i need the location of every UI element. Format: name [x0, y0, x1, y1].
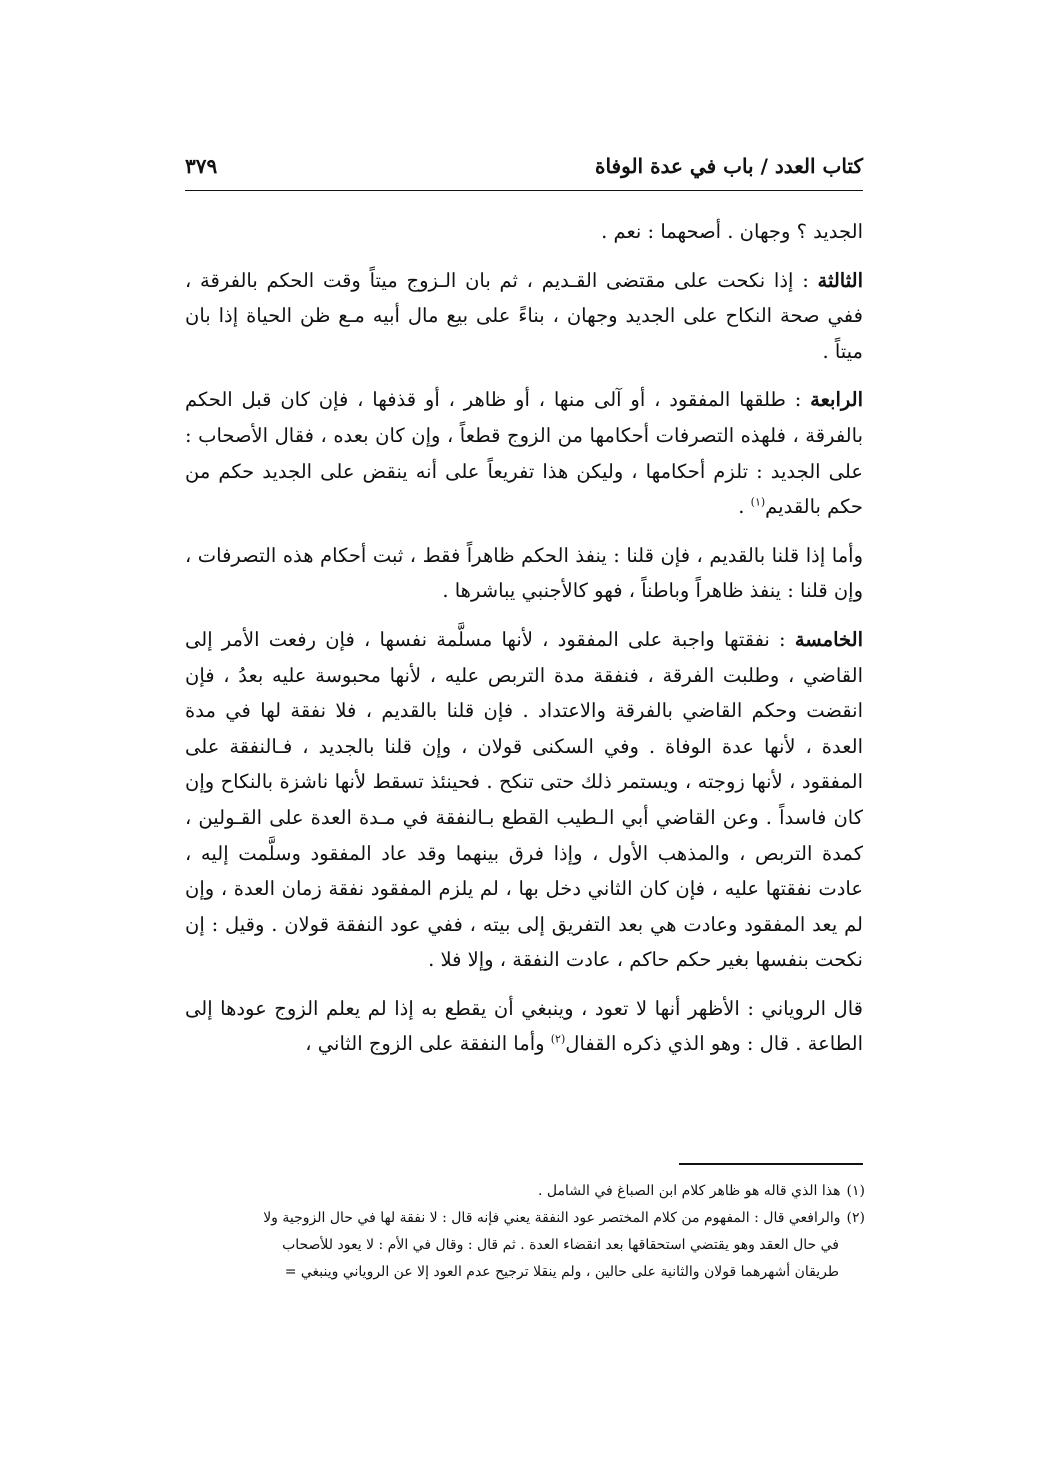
paragraph-text: قال الروياني : الأظهر أنها لا تعود ، وينبغي أن يقطع به إذا لم يعلم الزوج عودها إلى الطاعة . قال : وهو الذي ذكره القفال — [185, 996, 863, 1056]
footnote-number: (١) — [846, 1183, 865, 1199]
footnote-continuation: في حال العقد وهو يقتضي استحقاقها بعد انقضاء العدة . ثم قال : وقال في الأم : لا يعود للأصحاب — [282, 1237, 839, 1253]
page-number: ٣٧٩ — [185, 154, 218, 178]
paragraph-6 — [185, 991, 863, 1062]
paragraph-text: : إذا نكحت على مقتضى القـديم ، ثم بان الـزوج ميتاً وقت الحكم بالفرقة ، ففي صحة النكاح على الجديد وجهان ، بناءً على بيع مال أبيه مـع ظن الحياة إذا بان ميتاً . — [185, 268, 863, 363]
paragraph-1 — [185, 214, 863, 250]
running-header — [185, 150, 863, 190]
header-divider — [185, 190, 863, 191]
footnote-2 — [177, 1205, 865, 1286]
paragraph-text: وأما إذا قلنا بالقديم ، فإن قلنا : ينفذ الحكم ظاهراً فقط ، ثبت أحكام هذه التصرفات ، وإن قلنا : ينفذ ظاهراً وباطناً ، فهو كالأجنبي يباشرها . — [185, 543, 863, 603]
paragraph-4 — [185, 538, 863, 609]
paragraph-tail: وأما النفقة على الزوج الثاني ، — [305, 1032, 551, 1056]
paragraph-text: : نفقتها واجبة على المفقود ، لأنها مسلَّمة نفسها ، فإن رفعت الأمر إلى القاضي ، وطلبت الفرقة ، فنفقة مدة التربص عليه ، لأنها محبوسة عليه بعدُ ، فإن انقضت وحكم القاضي بالفرقة والاعتداد . فإن قلنا بالقديم ، فلا نفقة لها في مدة العدة ، لأنها عدة الوفاة . وفي السكنى قولان ، وإن قلنا بالجديد ، فـالنفقة على المفقود ، لأنها زوجته ، ويستمر ذلك حتى تنكح . فحينئذ تسقط لأنها ناشزة بالنكاح وإن كان فاسداً . وعن القاضي أبي الـطيب القطع بـالنفقة في مـدة العدة على القـولين ، كمدة التربص ، والمذهب الأول ، وإذا فرق بينهما وقد عاد المفقود وسلَّمت إليه ، عادت نفقتها عليه ، فإن كان الثاني دخل بها ، لم يلزم المفقود نفقة زمان العدة ، وإن لم يعد المفقود وعادت هي بعد التفريق إلى بيته ، ففي عود النفقة قولان . وقيل : إن نكحت بنفسها بغير حكم حاكم ، عادت النفقة ، وإلا فلا . — [185, 627, 863, 972]
paragraph-lead: الرابعة — [810, 388, 863, 412]
footnote-text: والرافعي قال : المفهوم من كلام المختصر عود النفقة يعني فإنه قال : لا نفقة لها في حال الزوجية ولا — [263, 1210, 841, 1226]
paragraph-text: الجديد ؟ وجهان . أصحهما : نعم . — [601, 220, 863, 243]
footnote-ref-2[interactable]: (٢) — [550, 1032, 566, 1046]
footnote-ref-1[interactable]: (١) — [750, 495, 766, 509]
paragraph-lead: الخامسة — [794, 627, 863, 651]
paragraph-2 — [185, 263, 863, 370]
footnote-text: هذا الذي قاله هو ظاهر كلام ابن الصباغ في الشامل . — [537, 1183, 841, 1199]
paragraph-lead: الثالثة — [817, 268, 863, 292]
footnote-number: (٢) — [846, 1210, 865, 1226]
footnote-1 — [177, 1178, 865, 1205]
paragraph-text: : طلقها المفقود ، أو آلى منها ، أو ظاهر ، أو قذفها ، فإن كان قبل الحكم بالفرقة ، فلهذه التصرفات أحكامها من الزوج قطعاً ، وإن كان بعده ، فقال الأصحاب : على الجديد : تلزم أحكامها ، وليكن هذا تفريعاً على أنه ينقض على الجديد حكم من حكم بالقديم — [185, 388, 863, 519]
footnote-continuation: طريقان أشهرهما قولان والثانية على حالين ، ولم ينقلا ترجيح عدم العود إلا عن الروياني وينبغي = — [284, 1264, 839, 1280]
chapter-title: كتاب العدد / باب في عدة الوفاة — [594, 154, 863, 178]
footnotes — [177, 1178, 865, 1286]
paragraph-3 — [185, 382, 863, 524]
paragraph-5 — [185, 622, 863, 978]
footnote-divider — [679, 1163, 863, 1165]
main-text — [185, 214, 863, 1075]
paragraph-tail: . — [738, 495, 751, 519]
